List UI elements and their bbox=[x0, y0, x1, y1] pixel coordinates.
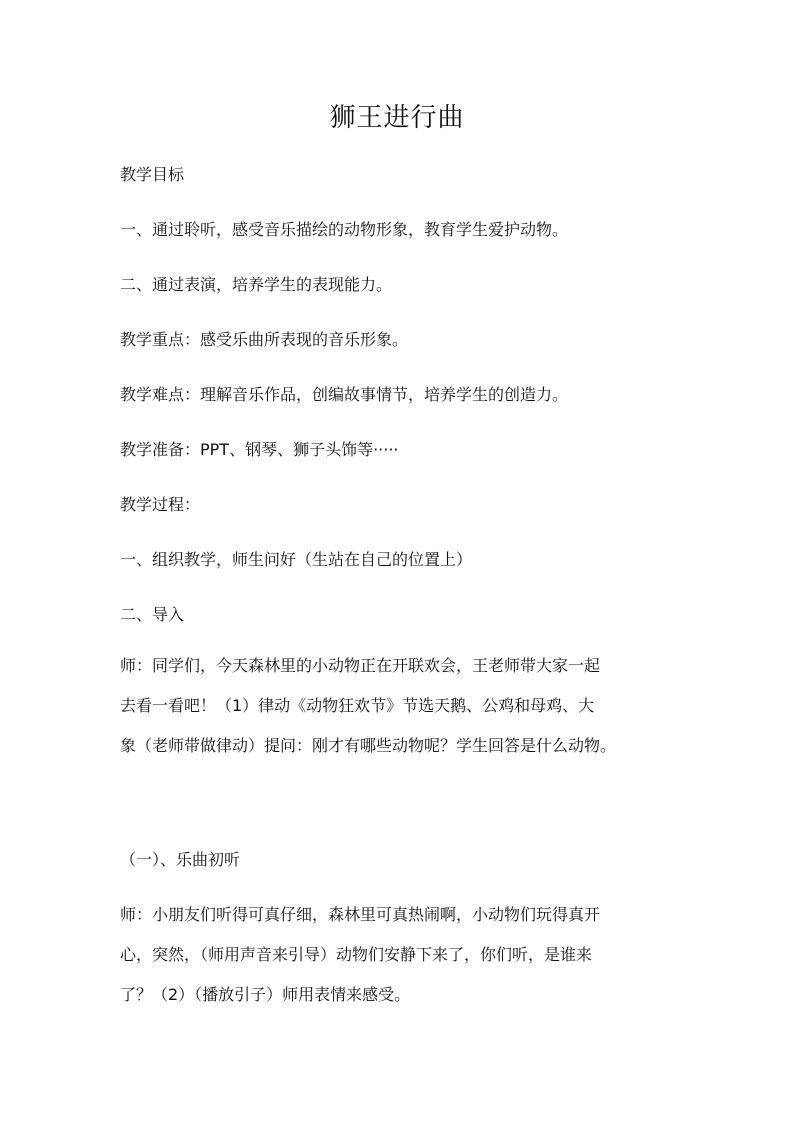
listening-paragraph-line: 了？（2）（播放引子）师用表情来感受。 bbox=[120, 985, 411, 1004]
teaching-difficulty: 教学难点：理解音乐作品，创编故事情节，培养学生的创造力。 bbox=[120, 385, 569, 404]
listening-paragraph bbox=[120, 895, 680, 1015]
teaching-preparation: 教学准备：PPT、钢琴、狮子头饰等····· bbox=[120, 440, 399, 459]
intro-paragraph-line: 去看一看吧！（1）律动《动物狂欢节》节选天鹅、公鸡和母鸡、大 bbox=[120, 696, 595, 715]
teaching-key-point: 教学重点：感受乐曲所表现的音乐形象。 bbox=[120, 330, 409, 349]
listening-paragraph-line: 心，突然，（师用声音来引导）动物们安静下来了，你们听，是谁来 bbox=[120, 945, 593, 964]
teaching-process-heading: 教学过程： bbox=[120, 495, 201, 514]
section-heading-listening: （一）、乐曲初听 bbox=[120, 850, 241, 869]
listening-paragraph-line: 师：小朋友们听得可真仔细，森林里可真热闹啊，小动物们玩得真开 bbox=[120, 905, 601, 924]
intro-paragraph-line: 师：同学们，今天森林里的小动物正在开联欢会，王老师带大家一起 bbox=[120, 656, 601, 675]
process-step-1: 一、组织教学，师生问好（生站在自己的位置上） bbox=[120, 550, 473, 569]
teaching-goals-heading: 教学目标 bbox=[120, 165, 185, 184]
intro-paragraph bbox=[120, 646, 680, 766]
teaching-goal-1: 一、通过聆听，感受音乐描绘的动物形象，教育学生爱护动物。 bbox=[120, 220, 569, 239]
process-step-2: 二、导入 bbox=[120, 605, 185, 624]
teaching-goal-2: 二、通过表演，培养学生的表现能力。 bbox=[120, 275, 393, 294]
page-title: 狮王进行曲 bbox=[329, 103, 465, 133]
intro-paragraph-line: 象（老师带做律动）提问：刚才有哪些动物呢？学生回答是什么动物。 bbox=[120, 736, 617, 755]
